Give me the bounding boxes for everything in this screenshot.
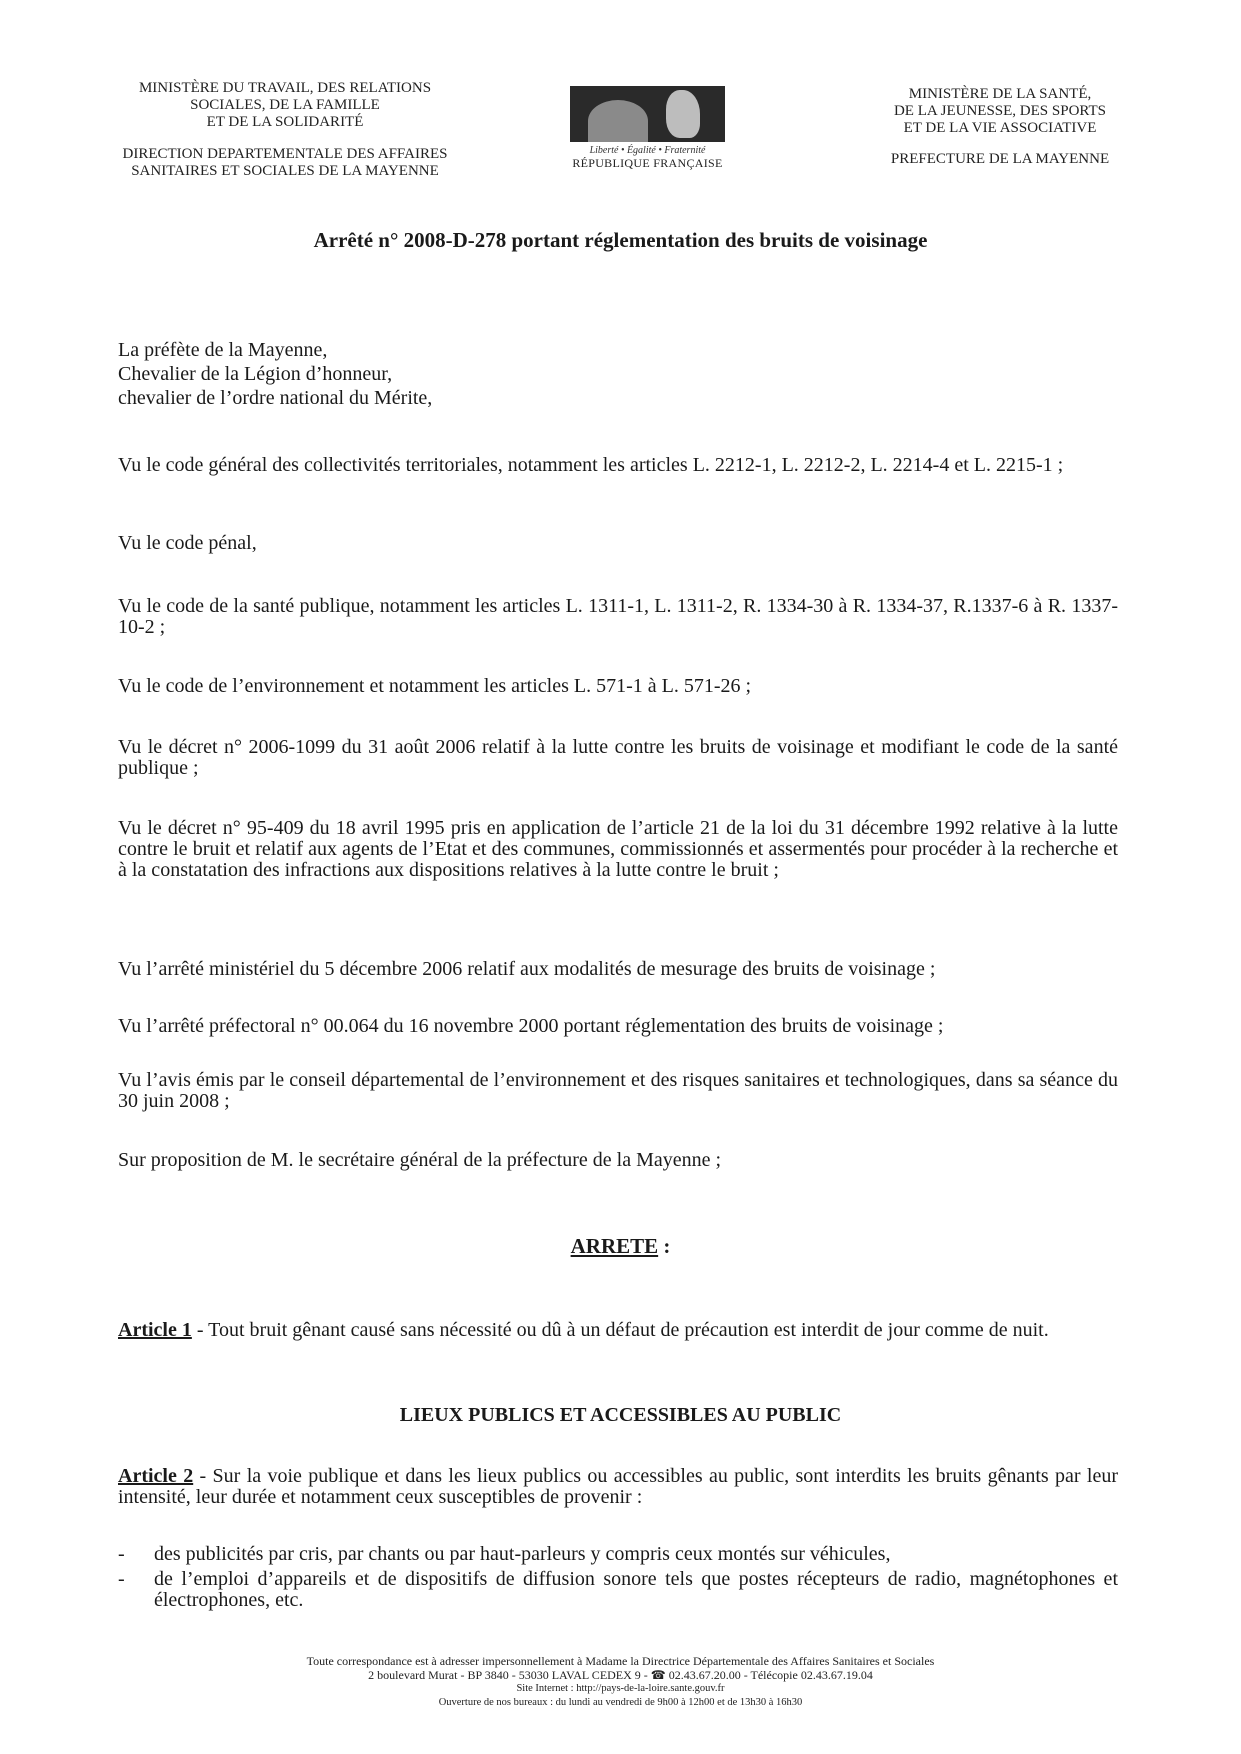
arrete-heading xyxy=(0,1234,1241,1259)
footer-line: Toute correspondance est à adresser impersonnellement à Madame la Directrice Départementale des Affaires Sanitaires et Sociales xyxy=(306,1654,935,1668)
list-item xyxy=(118,1569,1118,1611)
visa-paragraph: Vu le décret n° 95-409 du 18 avril 1995 pris en application de l’article 21 de la loi du 31 décembre 1992 relative à la lutte contre le bruit et relatif aux agents de l’Etat et des communes, commissionnés et assermentés pour procéder à la recherche et à la constatation des infractions aux dispositions relatives à la lutte contre le bruit ; xyxy=(118,817,1118,881)
arrete-colon: : xyxy=(658,1234,671,1258)
header-right-line: DE LA JEUNESSE, DES SPORTS xyxy=(893,103,1107,119)
article-1-text: - Tout bruit gênant causé sans nécessité ou dû à un défaut de précaution est interdit de jour comme de nuit. xyxy=(191,1319,1049,1341)
list-item-text: des publicités par cris, par chants ou par haut-parleurs y compris ceux montés sur véhicules, xyxy=(154,1543,891,1565)
visa-paragraph: Vu le code de la santé publique, notamment les articles L. 1311-1, L. 1311-2, R. 1334-30 à R. 1334-37, R.1337-6 à R. 1337-10-2 ; xyxy=(118,595,1118,638)
footer-line: 2 boulevard Murat - BP 3840 - 53030 LAVAL CEDEX 9 - ☎ 02.43.67.20.00 - Télécopie 02.43.67.19.04 xyxy=(368,1668,873,1682)
header-right-line: ET DE LA VIE ASSOCIATIVE xyxy=(903,120,1097,136)
marianne-emblem-icon xyxy=(570,86,725,142)
section-heading: LIEUX PUBLICS ET ACCESSIBLES AU PUBLIC xyxy=(399,1404,842,1426)
logo-name: RÉPUBLIQUE FRANÇAISE xyxy=(572,156,723,170)
article-2-label: Article 2 xyxy=(118,1465,194,1487)
article-1-label: Article 1 xyxy=(118,1319,192,1341)
intro-line: La préfète de la Mayenne, xyxy=(118,339,328,361)
prefect-intro xyxy=(118,338,1118,410)
republique-francaise-logo xyxy=(570,86,730,186)
footer-line: Site Internet : http://pays-de-la-loire.sante.gouv.fr xyxy=(516,1683,725,1694)
visa-paragraph: Vu l’avis émis par le conseil départemental de l’environnement et des risques sanitaires et technologiques, dans sa séance du 30 juin 2008 ; xyxy=(118,1069,1118,1112)
article-2 xyxy=(118,1466,1118,1508)
intro-line: chevalier de l’ordre national du Mérite, xyxy=(118,387,433,409)
logo-motto: Liberté • Égalité • Fraternité xyxy=(589,145,706,156)
list-dash: - xyxy=(118,1543,125,1565)
header-left-line: DIRECTION DEPARTEMENTALE DES AFFAIRES xyxy=(122,146,448,162)
visa-paragraph: Vu le code général des collectivités territoriales, notamment les articles L. 2212-1, L. 2212-2, L. 2214-4 et L. 2215-1 ; xyxy=(118,454,1064,476)
footer-line: Ouverture de nos bureaux : du lundi au vendredi de 9h00 à 12h00 et de 13h30 à 16h30 xyxy=(438,1697,803,1708)
article-1 xyxy=(118,1320,1118,1341)
visa-paragraph: Vu le code pénal, xyxy=(118,532,257,554)
visa-paragraph: Vu le décret n° 2006-1099 du 31 août 2006 relatif à la lutte contre les bruits de voisinage et modifiant le code de la santé publique ; xyxy=(118,736,1118,779)
intro-line: Chevalier de la Légion d’honneur, xyxy=(118,363,393,385)
visa-paragraph: Sur proposition de M. le secrétaire général de la préfecture de la Mayenne ; xyxy=(118,1149,722,1171)
header-left-line: ET DE LA SOLIDARITÉ xyxy=(206,114,364,130)
header-left-ministry xyxy=(95,80,475,180)
article-2-list xyxy=(118,1544,1118,1615)
visa-paragraph: Vu l’arrêté ministériel du 5 décembre 2006 relatif aux modalités de mesurage des bruits de voisinage ; xyxy=(118,958,936,980)
header-right-ministry xyxy=(855,86,1145,168)
header-right-line: PREFECTURE DE LA MAYENNE xyxy=(890,151,1110,167)
header-left-line: MINISTÈRE DU TRAVAIL, DES RELATIONS xyxy=(138,80,432,96)
header-left-line: SANITAIRES ET SOCIALES DE LA MAYENNE xyxy=(131,163,439,179)
article-2-text: - Sur la voie publique et dans les lieux publics ou accessibles au public, sont interdits les bruits gênants par leur intensité, leur durée et notamment ceux susceptibles de provenir : xyxy=(118,1465,1118,1508)
arrete-word: ARRETE xyxy=(570,1234,659,1258)
document-title: Arrêté n° 2008-D-278 portant réglementation des bruits de voisinage xyxy=(313,228,928,252)
header-right-line: MINISTÈRE DE LA SANTÉ, xyxy=(908,86,1092,102)
list-item-text: de l’emploi d’appareils et de dispositifs de diffusion sonore tels que postes récepteurs de radio, magnétophones et électrophones, etc. xyxy=(154,1568,1118,1611)
list-item xyxy=(118,1544,1118,1565)
visa-paragraph: Vu le code de l’environnement et notamment les articles L. 571-1 à L. 571-26 ; xyxy=(118,675,752,697)
list-dash: - xyxy=(118,1568,125,1590)
footer-contact xyxy=(0,1654,1241,1710)
header-left-line: SOCIALES, DE LA FAMILLE xyxy=(190,97,380,113)
visa-paragraph: Vu l’arrêté préfectoral n° 00.064 du 16 novembre 2000 portant réglementation des bruits de voisinage ; xyxy=(118,1015,944,1037)
